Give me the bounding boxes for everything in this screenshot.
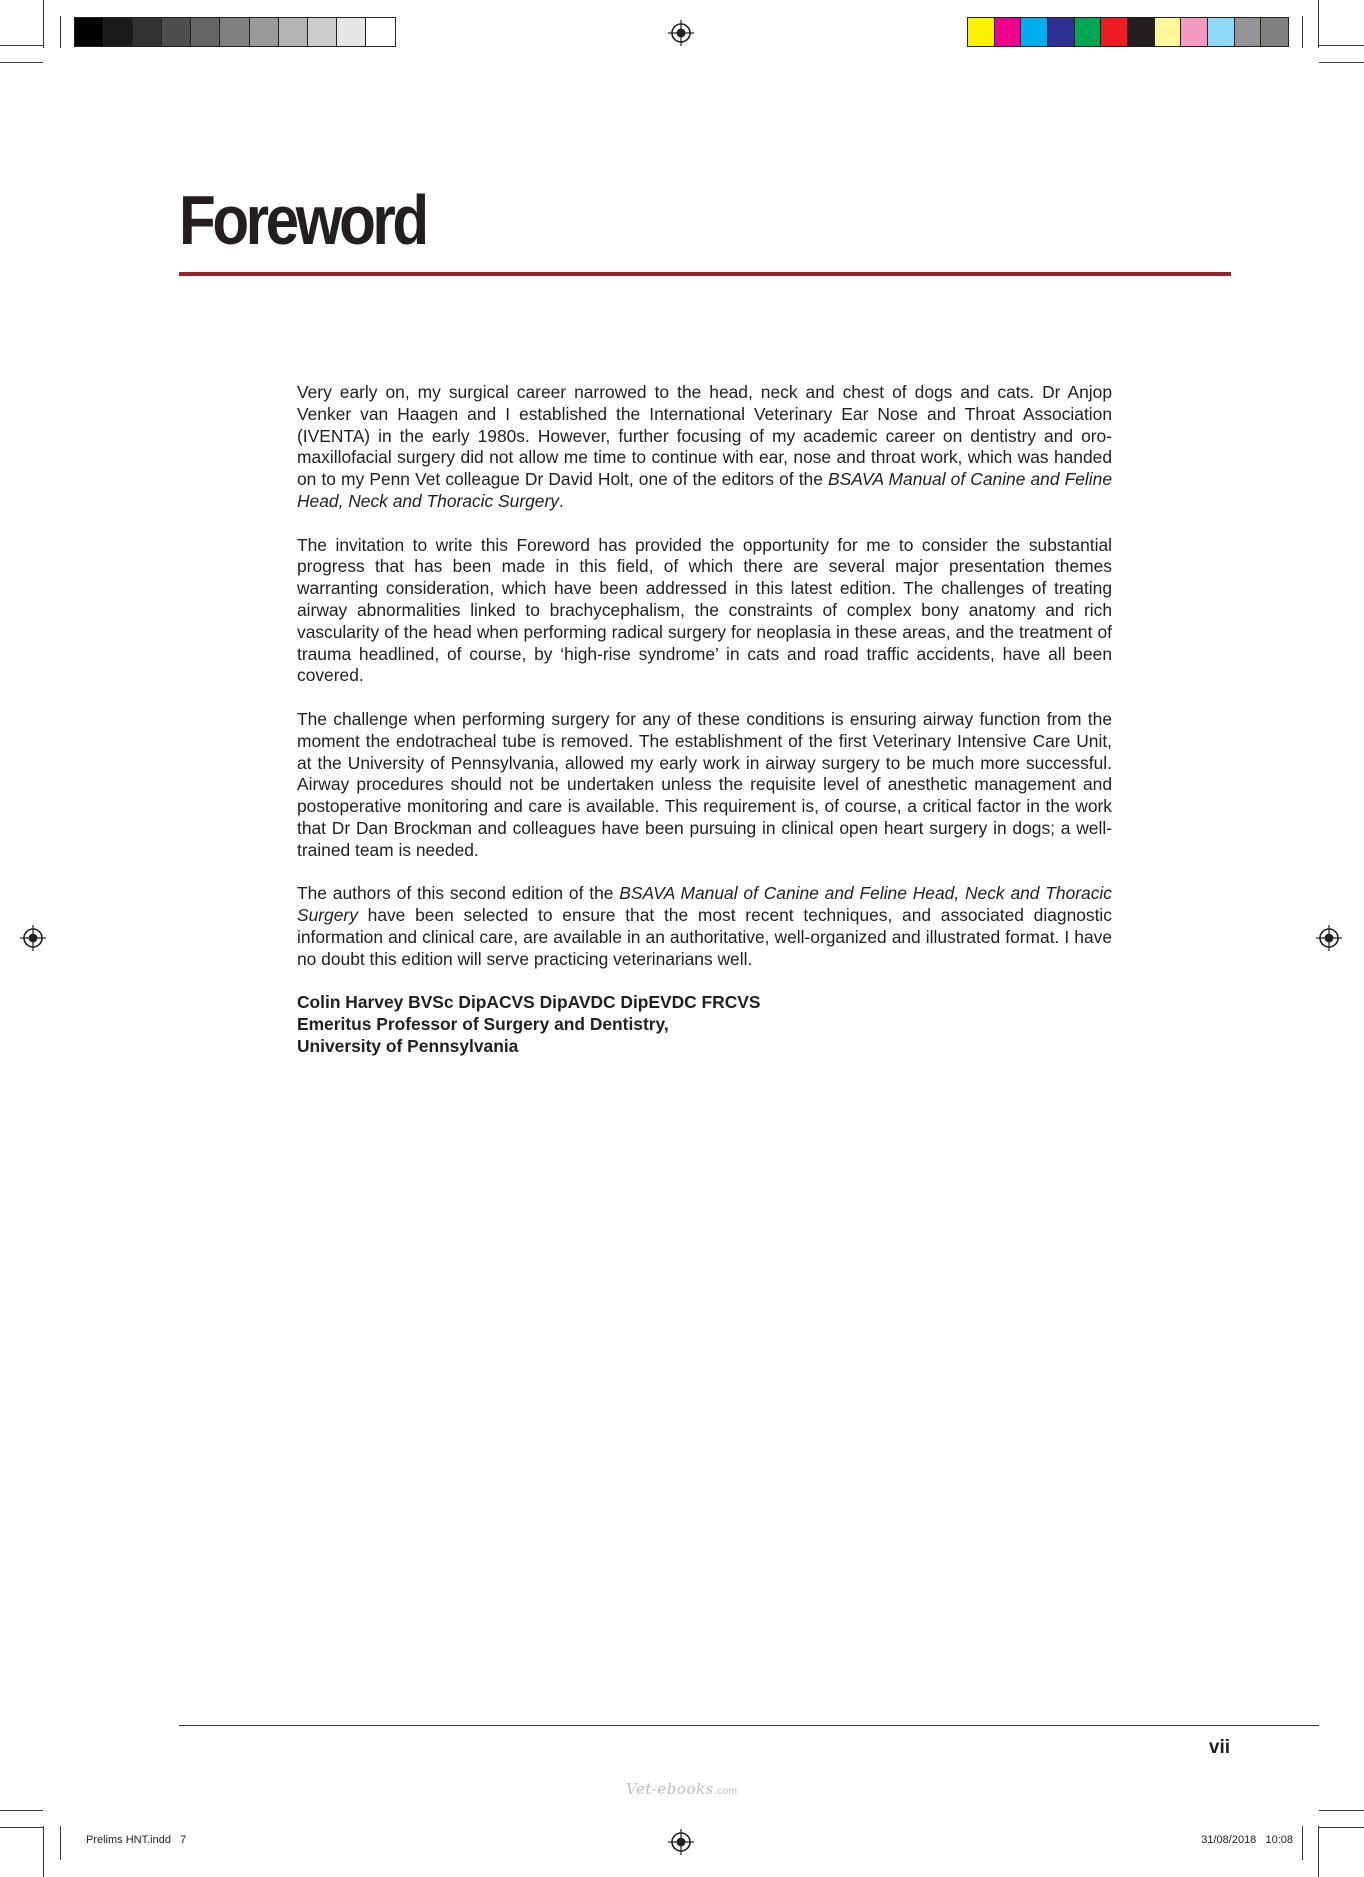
page-number: vii xyxy=(1208,1737,1230,1758)
gray-swatch xyxy=(191,18,220,46)
paragraph-list xyxy=(297,382,1112,971)
paragraph-text: The authors of this second edition of the xyxy=(297,883,620,904)
crop-mark xyxy=(1318,0,1319,48)
registration-mark-icon xyxy=(1316,925,1342,951)
color-swatch xyxy=(1261,18,1288,46)
signature-block xyxy=(297,992,1112,1057)
crop-mark xyxy=(60,16,61,48)
color-swatch xyxy=(1048,18,1075,46)
crop-mark xyxy=(0,1827,43,1828)
book-title-text: BSAVA Manual of Canine and Feline Head, Neck and Thoracic Surgery xyxy=(297,883,1112,926)
crop-mark xyxy=(0,45,43,46)
paragraph-text: The invitation to write this Foreword has provided the opportunity for me to consider the substantial progress that has been made in this field, of which there are several major presentation themes warranting consideration, which have been addressed in this latest edition. The challenges of treating airway abnormalities linked to brachycephalism, the constraints of complex bony anatomy and rich vascularity of the head when performing radical surgery for neoplasia in these areas, and the treatment of trauma headlined, of course, by ‘high-rise syndrome’ in cats and road traffic accidents, have all been covered. xyxy=(297,534,1112,686)
gray-swatch xyxy=(162,18,191,46)
gray-swatch xyxy=(337,18,366,46)
book-title-text: BSAVA Manual of Canine and Feline Head, Neck and Thoracic Surgery xyxy=(297,469,1113,511)
crop-mark xyxy=(1302,1826,1303,1860)
page-title: Foreword xyxy=(179,181,426,259)
watermark xyxy=(626,1780,737,1798)
paragraph-text: . xyxy=(558,490,564,511)
crop-mark xyxy=(1319,1810,1364,1811)
crop-mark xyxy=(1319,62,1364,63)
color-swatch xyxy=(1235,18,1262,46)
paragraph-text: The challenge when performing surgery for any of these conditions is ensuring airway function from the moment the endotracheal tube is removed. The establishment of the first Veterinary Intensive Care Unit, at the University of Pennsylvania, allowed my early work in airway surgery to be much more successful. Airway procedures should not be undertaken unless the requisite level of anesthetic management and postoperative monitoring and care is available. This requirement is, of course, a critical factor in the work that Dr Dan Brockman and colleagues have been pursuing in clinical open heart surgery in dogs; a well-trained team is needed. xyxy=(297,708,1112,860)
process-color-bar xyxy=(967,17,1289,47)
color-swatch xyxy=(1155,18,1182,46)
color-swatch xyxy=(1101,18,1128,46)
watermark-main: Vet-ebooks xyxy=(626,1780,714,1798)
crop-mark xyxy=(1319,45,1364,46)
crop-mark xyxy=(43,1826,44,1877)
registration-mark-icon xyxy=(668,20,694,46)
body-paragraph xyxy=(297,535,1112,688)
registration-mark-icon xyxy=(668,1829,694,1855)
signature-institution: University of Pennsylvania xyxy=(297,1035,519,1056)
footer-rule xyxy=(179,1725,1319,1726)
slug-timestamp: 31/08/2018 10:08 xyxy=(1201,1834,1293,1846)
foreword-body xyxy=(297,382,1112,1058)
crop-mark xyxy=(60,1826,61,1860)
body-paragraph xyxy=(297,709,1112,862)
color-swatch xyxy=(995,18,1022,46)
color-swatch xyxy=(1181,18,1208,46)
watermark-suffix: .com xyxy=(713,1786,738,1797)
gray-swatch xyxy=(308,18,337,46)
crop-mark xyxy=(1318,1826,1319,1877)
grayscale-color-bar xyxy=(74,17,396,47)
gray-swatch xyxy=(75,18,104,46)
crop-mark xyxy=(1302,16,1303,48)
gray-swatch xyxy=(104,18,133,46)
slug-filename: Prelims HNT.indd 7 xyxy=(86,1834,187,1846)
registration-mark-icon xyxy=(20,925,46,951)
crop-mark xyxy=(43,0,44,48)
gray-swatch xyxy=(133,18,162,46)
body-paragraph xyxy=(297,883,1112,970)
color-swatch xyxy=(1128,18,1155,46)
color-swatch xyxy=(1021,18,1048,46)
gray-swatch xyxy=(366,18,395,46)
signature-position: Emeritus Professor of Surgery and Dentistry, xyxy=(297,1014,669,1035)
gray-swatch xyxy=(250,18,279,46)
signature-name: Colin Harvey BVSc DipACVS DipAVDC DipEVDC FRCVS xyxy=(297,992,761,1013)
color-swatch xyxy=(1208,18,1235,46)
color-swatch xyxy=(968,18,995,46)
paragraph-text: Very early on, my surgical career narrowed to the head, neck and chest of dogs and cats. Dr Anjop Venker van Haagen and I established the International Veterinary Ear Nose and Throat Association (IVENTA) in the early 1980s. However, further focusing of my academic career on dentistry and oro-maxillofacial surgery did not allow me time to continue with ear, nose and throat work, which was handed on to my Penn Vet colleague Dr David Holt, one of the editors of the xyxy=(297,382,1112,490)
color-swatch xyxy=(1075,18,1102,46)
crop-mark xyxy=(1319,1827,1364,1828)
title-rule xyxy=(179,272,1231,276)
gray-swatch xyxy=(220,18,249,46)
crop-mark xyxy=(0,1810,43,1811)
body-paragraph xyxy=(297,382,1112,513)
paragraph-text: have been selected to ensure that the most recent techniques, and associated diagnostic information and clinical care, are available in an authoritative, well-organized and illustrated format. I have no doubt this edition will serve practicing veterinarians well. xyxy=(297,905,1112,969)
crop-mark xyxy=(0,62,43,63)
gray-swatch xyxy=(279,18,308,46)
